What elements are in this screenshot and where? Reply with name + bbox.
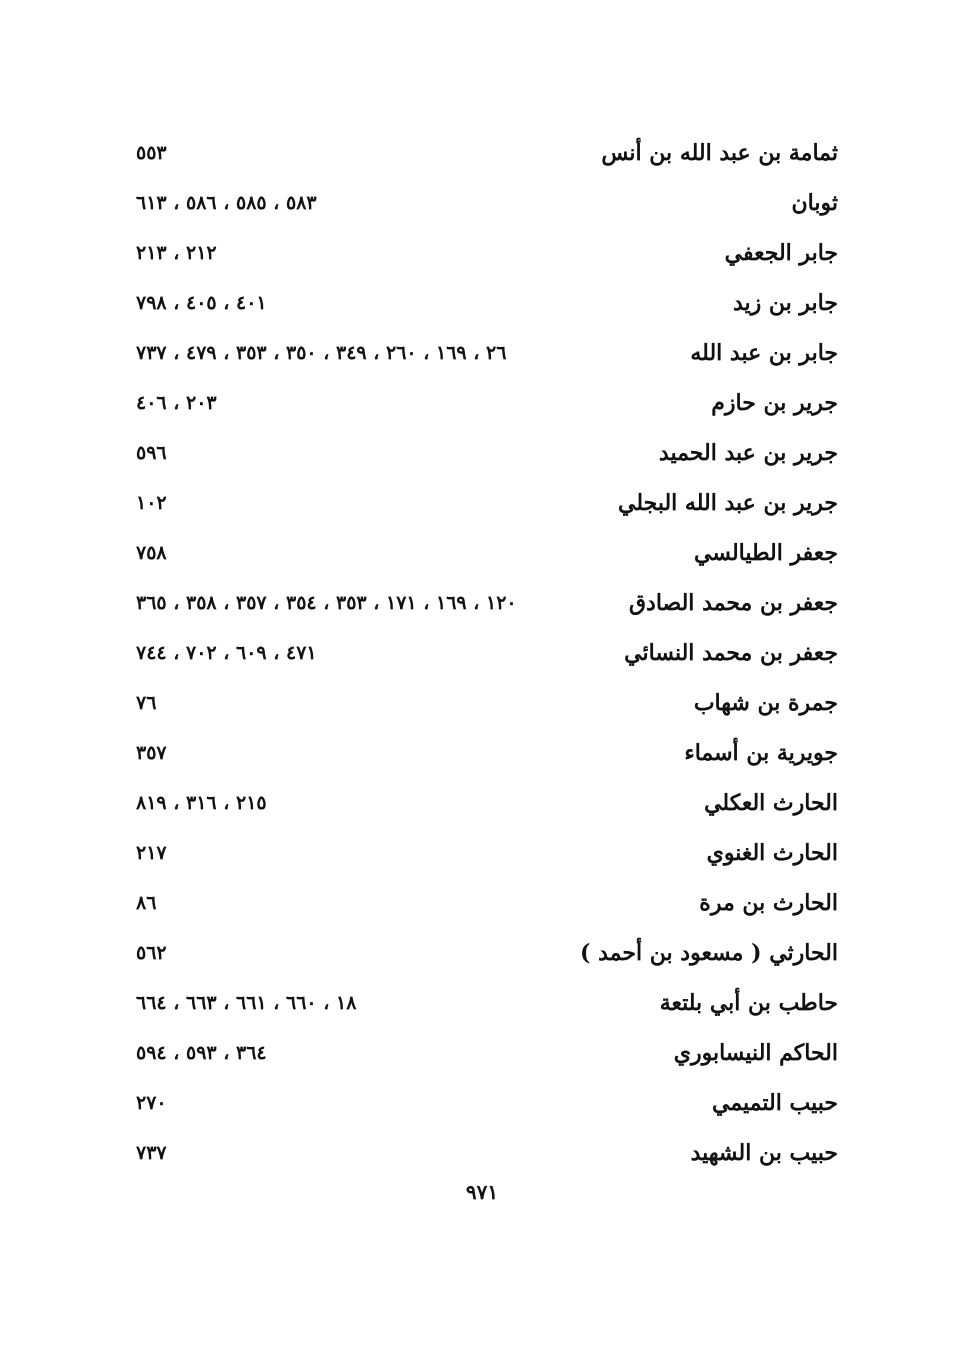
index-entry <box>128 828 838 878</box>
entry-name: الحارث العكلي <box>704 790 838 816</box>
entry-pages: ٢١٥ ، ٣١٦ ، ٨١٩ <box>136 792 267 814</box>
entry-name: ثوبان <box>791 190 838 216</box>
entry-pages: ٢٠٣ ، ٤٠٦ <box>136 392 217 414</box>
index-entry <box>128 128 838 178</box>
entry-name: جرير بن عبد الله البجلي <box>618 490 838 516</box>
entry-pages: ٧٦ <box>136 692 157 714</box>
entry-pages: ٥٥٣ <box>136 142 167 164</box>
entry-pages: ٣٦٤ ، ٥٩٣ ، ٥٩٤ <box>136 1042 267 1064</box>
index-entry <box>128 478 838 528</box>
entry-pages: ٢٦ ، ١٦٩ ، ٢٦٠ ، ٣٤٩ ، ٣٥٠ ، ٣٥٣ ، ٤٧٩ ، ٧٣٧ <box>136 342 507 364</box>
entry-pages: ٧٥٨ <box>136 542 167 564</box>
entry-pages: ٧٣٧ <box>136 1142 167 1164</box>
entry-name: جابر بن زيد <box>732 290 838 316</box>
entry-name: جعفر بن محمد النسائي <box>624 640 838 666</box>
entry-pages: ١٢٠ ، ١٦٩ ، ١٧١ ، ٣٥٣ ، ٣٥٤ ، ٣٥٧ ، ٣٥٨ ، ٣٦٥ <box>136 592 517 614</box>
index-entry <box>128 1128 838 1178</box>
entry-name: جرير بن حازم <box>711 390 838 416</box>
index-entry <box>128 578 838 628</box>
entry-name: جعفر بن محمد الصادق <box>628 590 838 616</box>
index-entry <box>128 728 838 778</box>
entry-name: جرير بن عبد الحميد <box>658 440 838 466</box>
index-entry <box>128 378 838 428</box>
entry-pages: ٤٧١ ، ٦٠٩ ، ٧٠٢ ، ٧٤٤ <box>136 642 317 664</box>
entry-pages: ١٠٢ <box>136 492 167 514</box>
entry-pages: ١٨ ، ٦٦٠ ، ٦٦١ ، ٦٦٣ ، ٦٦٤ <box>136 992 357 1014</box>
entry-pages: ٤٠١ ، ٤٠٥ ، ٧٩٨ <box>136 292 267 314</box>
index-entry <box>128 178 838 228</box>
entry-pages: ٥٩٦ <box>136 442 167 464</box>
entry-pages: ٥٨٣ ، ٥٨٥ ، ٥٨٦ ، ٦١٣ <box>136 192 317 214</box>
entry-pages: ٢٧٠ <box>136 1092 167 1114</box>
index-entry <box>128 428 838 478</box>
entry-pages: ٥٦٢ <box>136 942 167 964</box>
name-index-list <box>128 128 838 1178</box>
entry-pages: ٢١٧ <box>136 842 167 864</box>
entry-name: حبيب بن الشهيد <box>690 1140 838 1166</box>
index-entry <box>128 928 838 978</box>
index-entry <box>128 328 838 378</box>
entry-name: جمرة بن شهاب <box>693 690 838 716</box>
index-entry <box>128 1078 838 1128</box>
entry-name: الحارث الغنوي <box>706 840 838 866</box>
page-number: ٩٧١ <box>465 1180 499 1204</box>
entry-name: جويرية بن أسماء <box>684 740 838 766</box>
index-entry <box>128 678 838 728</box>
index-entry <box>128 228 838 278</box>
entry-name: حاطب بن أبي بلتعة <box>659 990 838 1016</box>
index-entry <box>128 278 838 328</box>
entry-pages: ٢١٢ ، ٢١٣ <box>136 242 217 264</box>
entry-pages: ٣٥٧ <box>136 742 167 764</box>
index-entry <box>128 1028 838 1078</box>
entry-pages: ٨٦ <box>136 892 157 914</box>
index-entry <box>128 778 838 828</box>
index-entry <box>128 528 838 578</box>
entry-name: جابر الجعفي <box>724 240 838 266</box>
entry-name: ثمامة بن عبد الله بن أنس <box>601 140 838 166</box>
index-entry <box>128 978 838 1028</box>
entry-name: حبيب التميمي <box>711 1090 838 1116</box>
entry-name: الحاكم النيسابوري <box>673 1040 838 1066</box>
entry-name: جعفر الطيالسي <box>693 540 838 566</box>
index-entry <box>128 628 838 678</box>
entry-name: جابر بن عبد الله <box>690 340 838 366</box>
index-entry <box>128 878 838 928</box>
entry-name: الحارثي ( مسعود بن أحمد ) <box>580 940 838 966</box>
entry-name: الحارث بن مرة <box>699 890 838 916</box>
